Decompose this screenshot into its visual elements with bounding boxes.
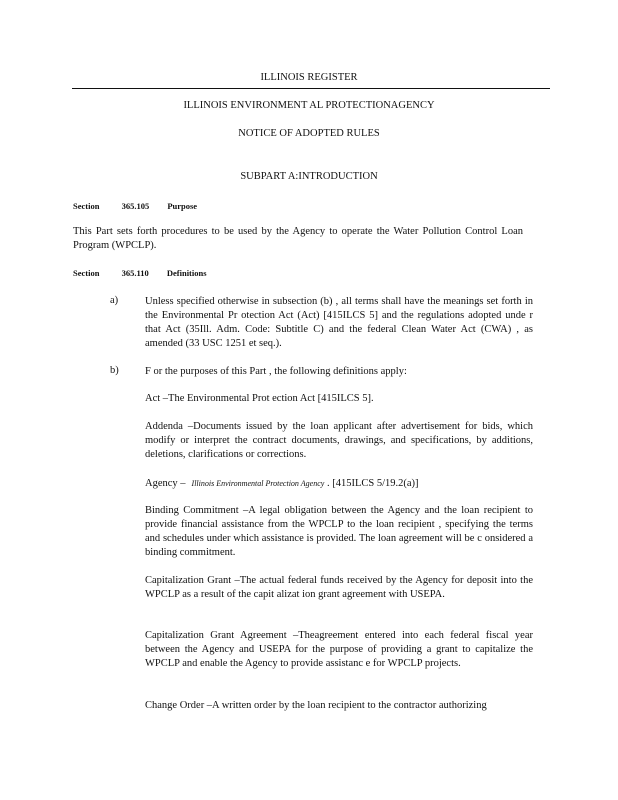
definition-capitalization-grant: Capitalization Grant –The actual federal funds received by the Agency for deposit into the WPCLP as a result of the capit alizat ion grant agreement with USEPA. <box>145 575 533 600</box>
agency-citation: . [415ILCS 5/19.2(a)] <box>324 478 419 489</box>
section-label: Section <box>73 268 100 278</box>
item-a-marker: a) <box>110 295 119 306</box>
agency-italic-name: Illinois Environmental Protection Agency <box>191 479 325 488</box>
section-number: 365.105 <box>121 201 150 211</box>
definition-binding-commitment: Binding Commitment –A legal obligation between the Agency and the loan recipient to provide financial assistance from the WPCLP to the loan recipient , specifying the terms and schedules under which assistance is provided. The loan agreement will be c onsidered a binding commitment. <box>145 505 533 558</box>
agency-term: Agency – <box>145 478 186 489</box>
notice-header: NOTICE OF ADOPTED RULES <box>238 128 380 139</box>
section-label: Section <box>73 201 100 211</box>
definition-act: Act –The Environmental Prot ection Act [415ILCS 5]. <box>145 393 374 404</box>
subpart-heading: SUBPART A:INTRODUCTION <box>240 171 378 182</box>
definition-addenda: Addenda –Documents issued by the loan applicant after advertisement for bids, which modify or interpret the contract documents, drawings, and specifications, by additions, deletions, clarifications or corrections. <box>145 421 533 460</box>
agency-header: ILLINOIS ENVIRONMENT AL PROTECTIONAGENCY <box>183 100 435 111</box>
definition-change-order: Change Order –A written order by the loan recipient to the contractor authorizing <box>145 700 487 711</box>
section-number: 365.110 <box>121 268 149 278</box>
item-b-paragraph: F or the purposes of this Part , the following definitions apply: <box>145 366 407 377</box>
section-title: Purpose <box>167 201 198 211</box>
purpose-paragraph: This Part sets forth procedures to be used by the Agency to operate the Water Pollution Control Loan Program (WPCLP). <box>73 226 523 251</box>
item-a-paragraph: Unless specified otherwise in subsection (b) , all terms shall have the meanings set forth in the Environmental Pr otection Act (Act) [415ILCS 5] and the regulations adopted unde r that Act (35Ill. Adm. Code: Subtitle C) and the federal Clean Water Act (CWA) , as amended (33 USC 1251 et seq.). <box>145 296 533 349</box>
register-header: ILLINOIS REGISTER <box>260 72 358 83</box>
section-heading-purpose <box>73 201 197 211</box>
header-rule <box>72 88 550 89</box>
definition-agency <box>145 477 533 491</box>
section-title: Definitions <box>166 268 207 278</box>
section-heading-definitions <box>73 268 207 278</box>
item-b-marker: b) <box>110 365 119 376</box>
definition-capitalization-grant-agreement: Capitalization Grant Agreement –Theagreement entered into each federal fiscal year between the Agency and USEPA for the purpose of providing a grant to capitalize the WPCLP and enable the Agency to provide assistanc e for WPCLP projects. <box>145 630 533 669</box>
